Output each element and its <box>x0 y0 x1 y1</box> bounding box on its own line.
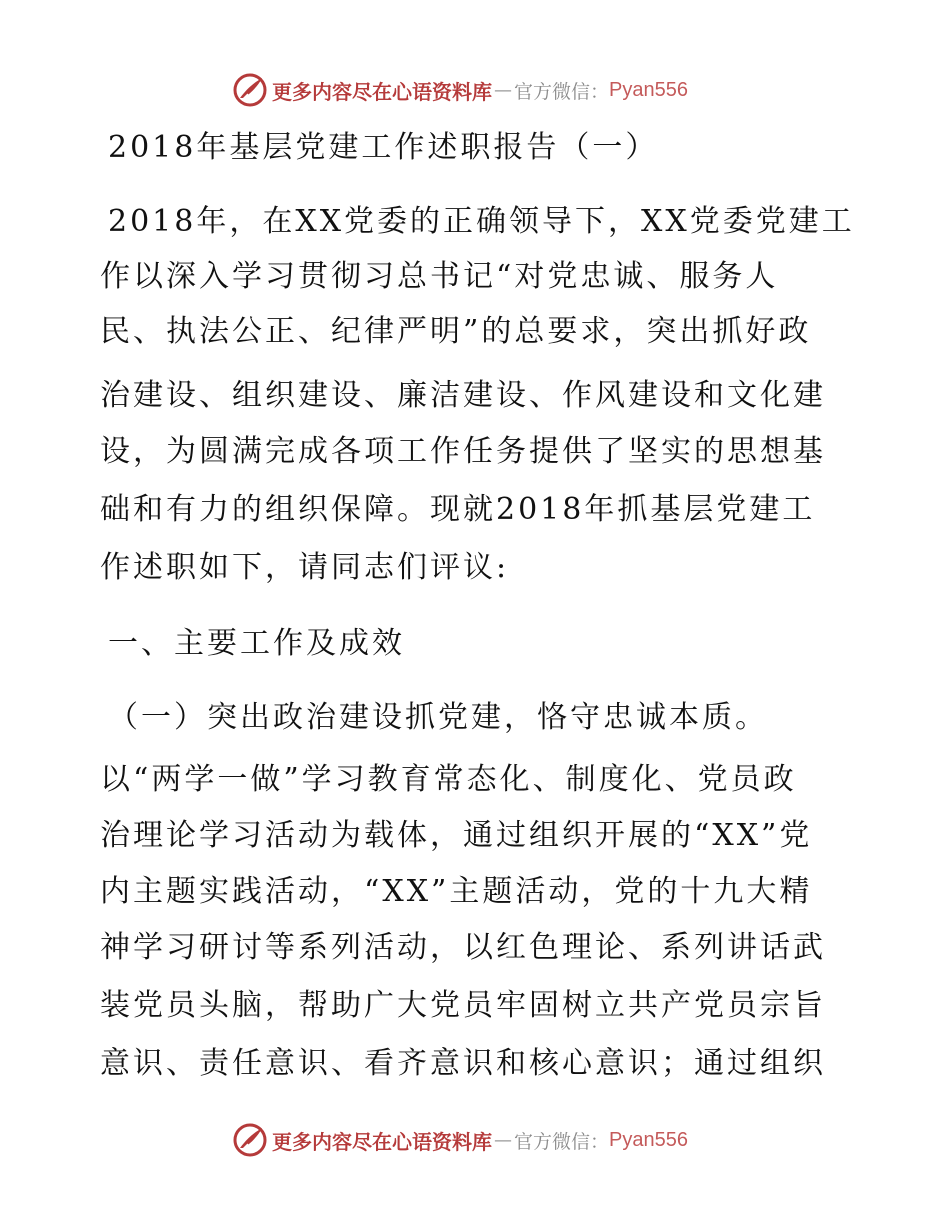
paragraph-line: 神学习研讨等系列活动，以红色理论、系列讲话武 <box>100 930 826 965</box>
watermark-text: 更多内容尽在心语资料库 <box>272 79 492 104</box>
footer-watermark <box>232 1122 688 1158</box>
watermark-wechat-id: Pyan556 <box>609 1128 688 1151</box>
paragraph-line: 设，为圆满完成各项工作任务提供了坚实的思想基 <box>100 434 826 469</box>
paragraph-line: 治理论学习活动为载体，通过组织开展的“XX”党 <box>100 818 813 853</box>
paragraph-line: 作以深入学习贯彻习总书记“对党忠诚、服务人 <box>100 259 779 294</box>
watermark-text: 更多内容尽在心语资料库 <box>272 1129 492 1154</box>
document-title: 2018年基层党建工作述职报告（一） <box>108 130 659 165</box>
paragraph-line: 础和有力的组织保障。现就2018年抓基层党建工 <box>100 492 816 527</box>
watermark-separator: — <box>494 1129 512 1151</box>
paragraph-line: 意识、责任意识、看齐意识和核心意识；通过组织 <box>100 1046 826 1081</box>
quill-logo-icon <box>232 72 268 108</box>
subsection-heading: （一）突出政治建设抓党建，恪守忠诚本质。 <box>108 700 768 735</box>
watermark-wechat-id: Pyan556 <box>609 78 688 101</box>
paragraph-line: 以“两学一做”学习教育常态化、制度化、党员政 <box>100 762 797 797</box>
header-watermark <box>232 72 688 108</box>
paragraph-line: 治建设、组织建设、廉洁建设、作风建设和文化建 <box>100 378 826 413</box>
watermark-wechat-label: 官方微信： <box>514 80 610 103</box>
quill-logo-icon <box>232 1122 268 1158</box>
paragraph-line: 内主题实践活动，“XX”主题活动，党的十九大精 <box>100 874 813 909</box>
paragraph-line: 民、执法公正、纪律严明”的总要求，突出抓好政 <box>100 314 812 349</box>
paragraph-line: 2018年，在XX党委的正确领导下，XX党委党建工 <box>108 204 855 239</box>
section-heading: 一、主要工作及成效 <box>108 626 405 661</box>
paragraph-line: 作述职如下，请同志们评议: <box>100 550 510 585</box>
watermark-separator: — <box>494 79 512 101</box>
watermark-wechat-label: 官方微信： <box>514 1130 610 1153</box>
paragraph-line: 装党员头脑，帮助广大党员牢固树立共产党员宗旨 <box>100 988 826 1023</box>
